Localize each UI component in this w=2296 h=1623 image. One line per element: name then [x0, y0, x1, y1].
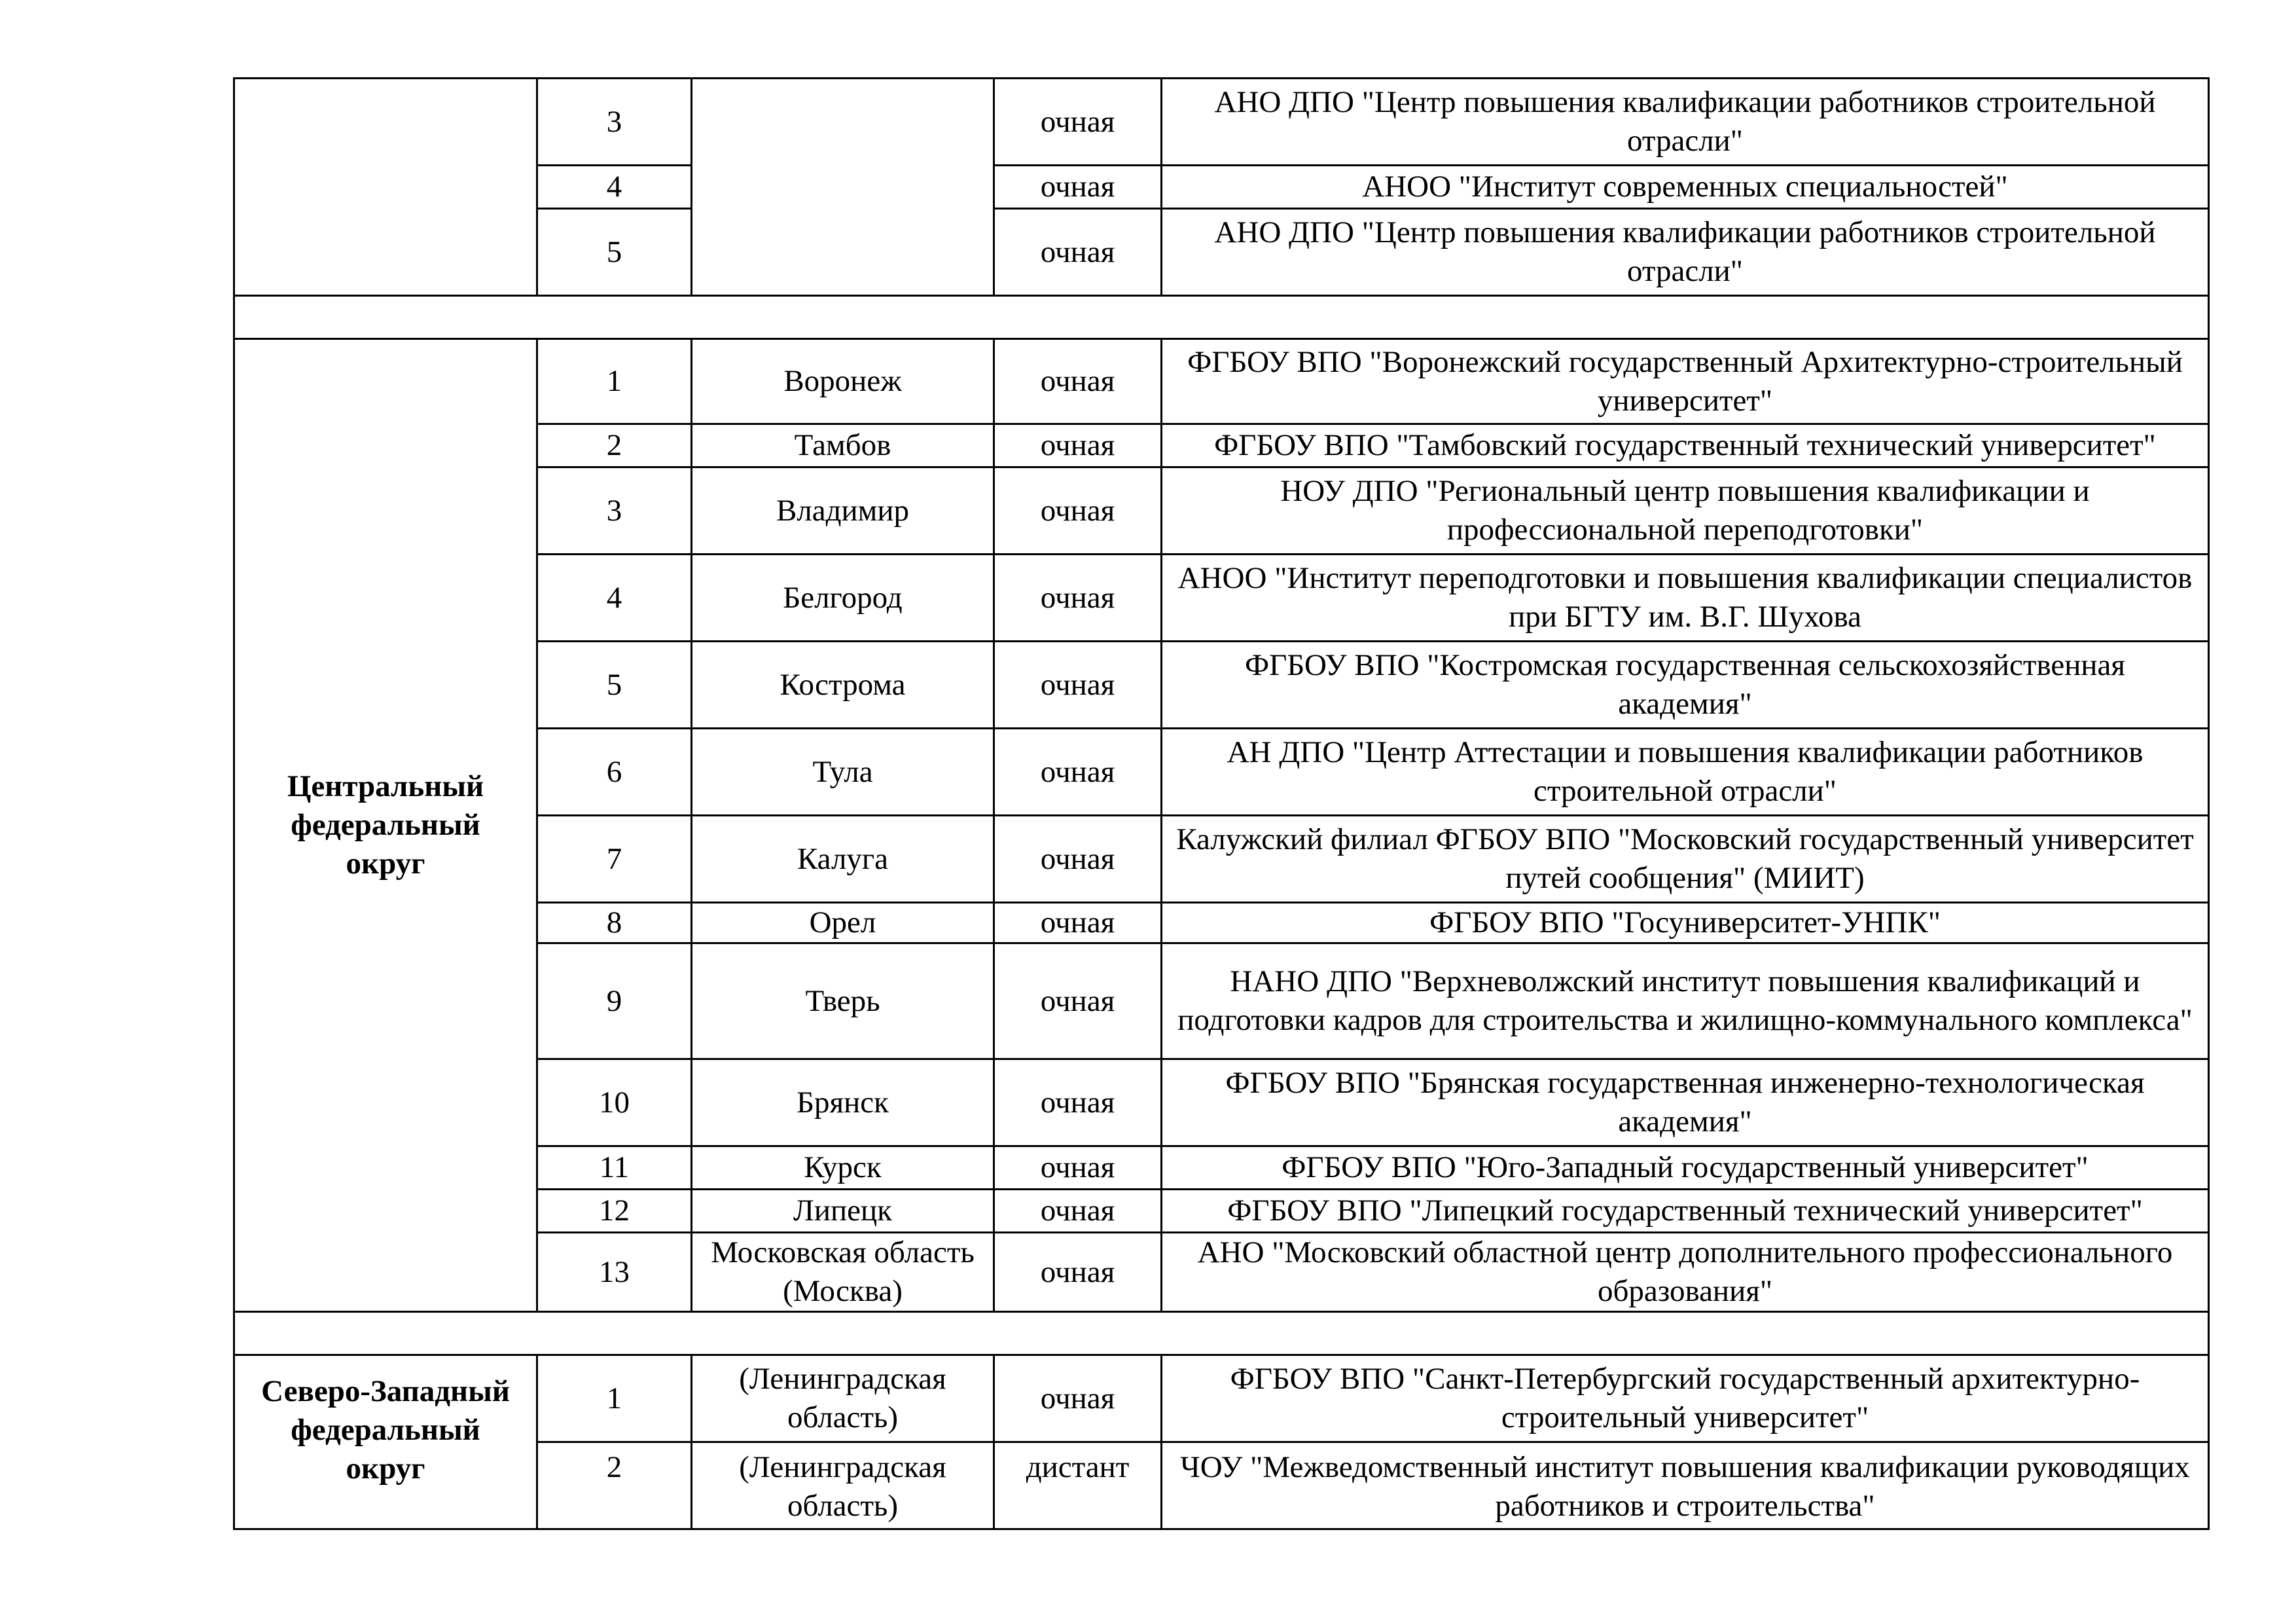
organization-name: АНОО "Институт современных специальностей"	[1162, 166, 2209, 209]
study-form: очная	[994, 729, 1162, 816]
organization-name: ФГБОУ ВПО "Санкт-Петербургский государственный архитектурно-строительный университет"	[1162, 1355, 2209, 1442]
city-cell: Брянск	[692, 1059, 994, 1146]
row-number: 6	[537, 729, 692, 816]
row-number: 2	[537, 1442, 692, 1529]
organization-name: НОУ ДПО "Региональный центр повышения квалификации и профессиональной переподготовки"	[1162, 467, 2209, 555]
organization-name: АН ДПО "Центр Аттестации и повышения квалификации работников строительной отрасли"	[1162, 729, 2209, 816]
organization-name: ФГБОУ ВПО "Госуниверситет-УНПК"	[1162, 903, 2209, 943]
city-cell	[692, 79, 994, 296]
row-number: 4	[537, 166, 692, 209]
row-number: 5	[537, 209, 692, 296]
study-form: очная	[994, 424, 1162, 467]
row-number: 10	[537, 1059, 692, 1146]
separator-row	[234, 1312, 2209, 1355]
region-cell	[234, 79, 537, 296]
study-form: очная	[994, 1233, 1162, 1312]
city-cell: Тверь	[692, 943, 994, 1059]
row-number: 12	[537, 1190, 692, 1233]
study-form: очная	[994, 943, 1162, 1059]
study-form: дистант	[994, 1442, 1162, 1529]
table-row	[234, 79, 2209, 166]
city-cell: Липецк	[692, 1190, 994, 1233]
city-cell: Владимир	[692, 467, 994, 555]
study-form: очная	[994, 816, 1162, 903]
study-form: очная	[994, 339, 1162, 424]
city-cell: (Ленинградская область)	[692, 1442, 994, 1529]
row-number: 13	[537, 1233, 692, 1312]
city-cell: Тамбов	[692, 424, 994, 467]
city-cell: Тула	[692, 729, 994, 816]
organization-name: ЧОУ "Межведомственный институт повышения квалификации руководящих работников и строительства"	[1162, 1442, 2209, 1529]
city-cell: Курск	[692, 1146, 994, 1190]
row-number: 3	[537, 79, 692, 166]
city-cell: Белгород	[692, 555, 994, 642]
organization-name: АНО ДПО "Центр повышения квалификации работников строительной отрасли"	[1162, 209, 2209, 296]
study-form: очная	[994, 555, 1162, 642]
organization-name: ФГБОУ ВПО "Костромская государственная сельскохозяйственная академия"	[1162, 642, 2209, 729]
study-form: очная	[994, 166, 1162, 209]
organization-name: Калужский филиал ФГБОУ ВПО "Московский государственный университет путей сообщения" (МИИТ)	[1162, 816, 2209, 903]
organization-name: АНОО "Институт переподготовки и повышения квалификации специалистов при БГТУ им. В.Г. Шухова	[1162, 555, 2209, 642]
row-number: 2	[537, 424, 692, 467]
study-form: очная	[994, 467, 1162, 555]
organization-name: НАНО ДПО "Верхневолжский институт повышения квалификаций и подготовки кадров для строительства и жилищно-коммунального комплекса"	[1162, 943, 2209, 1059]
table-row	[234, 339, 2209, 424]
region-cell: Северо-Западный федеральный округ	[234, 1355, 537, 1529]
row-number: 8	[537, 903, 692, 943]
city-cell: Московская область (Москва)	[692, 1233, 994, 1312]
organizations-table	[233, 77, 2210, 1530]
city-cell: Кострома	[692, 642, 994, 729]
study-form: очная	[994, 1146, 1162, 1190]
study-form: очная	[994, 209, 1162, 296]
study-form: очная	[994, 642, 1162, 729]
city-cell: Воронеж	[692, 339, 994, 424]
organization-name: ФГБОУ ВПО "Липецкий государственный технический университет"	[1162, 1190, 2209, 1233]
row-number: 7	[537, 816, 692, 903]
separator-row	[234, 296, 2209, 339]
organization-name: ФГБОУ ВПО "Юго-Западный государственный университет"	[1162, 1146, 2209, 1190]
organization-name: ФГБОУ ВПО "Брянская государственная инженерно-технологическая академия"	[1162, 1059, 2209, 1146]
separator-cell	[234, 1312, 2209, 1355]
row-number: 3	[537, 467, 692, 555]
row-number: 4	[537, 555, 692, 642]
row-number: 11	[537, 1146, 692, 1190]
study-form: очная	[994, 1190, 1162, 1233]
study-form: очная	[994, 903, 1162, 943]
separator-cell	[234, 296, 2209, 339]
region-cell: Центральный федеральный округ	[234, 339, 537, 1312]
row-number: 5	[537, 642, 692, 729]
organization-name: ФГБОУ ВПО "Тамбовский государственный технический университет"	[1162, 424, 2209, 467]
table-row	[234, 1355, 2209, 1442]
study-form: очная	[994, 1355, 1162, 1442]
city-cell: Калуга	[692, 816, 994, 903]
study-form: очная	[994, 79, 1162, 166]
organization-name: АНО "Московский областной центр дополнительного профессионального образования"	[1162, 1233, 2209, 1312]
organization-name: АНО ДПО "Центр повышения квалификации работников строительной отрасли"	[1162, 79, 2209, 166]
city-cell: Орел	[692, 903, 994, 943]
organization-name: ФГБОУ ВПО "Воронежский государственный Архитектурно-строительный университет"	[1162, 339, 2209, 424]
row-number: 9	[537, 943, 692, 1059]
row-number: 1	[537, 339, 692, 424]
row-number: 1	[537, 1355, 692, 1442]
city-cell: (Ленинградская область)	[692, 1355, 994, 1442]
study-form: очная	[994, 1059, 1162, 1146]
